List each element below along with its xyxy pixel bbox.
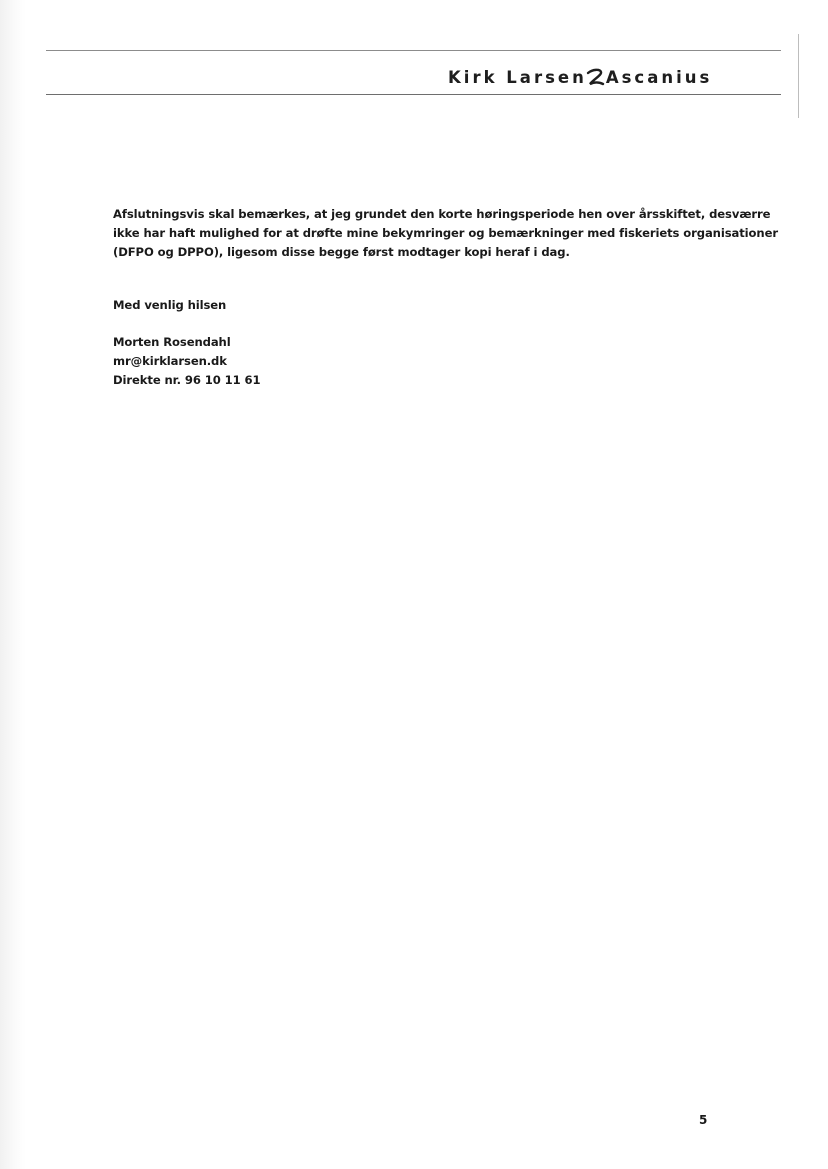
signature-phone: Direkte nr. 96 10 11 61	[113, 373, 261, 387]
page-number: 5	[699, 1113, 708, 1127]
header-rule-top	[46, 50, 781, 51]
logo-text-right: Ascanius	[605, 67, 713, 87]
scan-shadow	[0, 0, 26, 1169]
closing-salutation: Med venlig hilsen	[113, 298, 227, 312]
signature-name: Morten Rosendahl	[113, 335, 231, 349]
paragraph-line: (DFPO og DPPO), ligesom disse begge først modtager kopi heraf i dag.	[113, 245, 570, 259]
logo-text-left: Kirk Larsen	[448, 67, 587, 87]
company-logo	[448, 64, 712, 90]
header-rule-bottom	[46, 94, 781, 95]
paragraph-line: Afslutningsvis skal bemærkes, at jeg grundet den korte høringsperiode hen over årsskiftet, desværre	[113, 207, 771, 221]
scan-edge-mark	[798, 34, 799, 118]
logo-swoosh-icon	[585, 65, 605, 89]
paragraph-line: ikke har haft mulighed for at drøfte mine bekymringer og bemærkninger med fiskeriets organisationer	[113, 226, 778, 240]
closing-paragraph	[113, 205, 778, 262]
signature-email: mr@kirklarsen.dk	[113, 354, 227, 368]
